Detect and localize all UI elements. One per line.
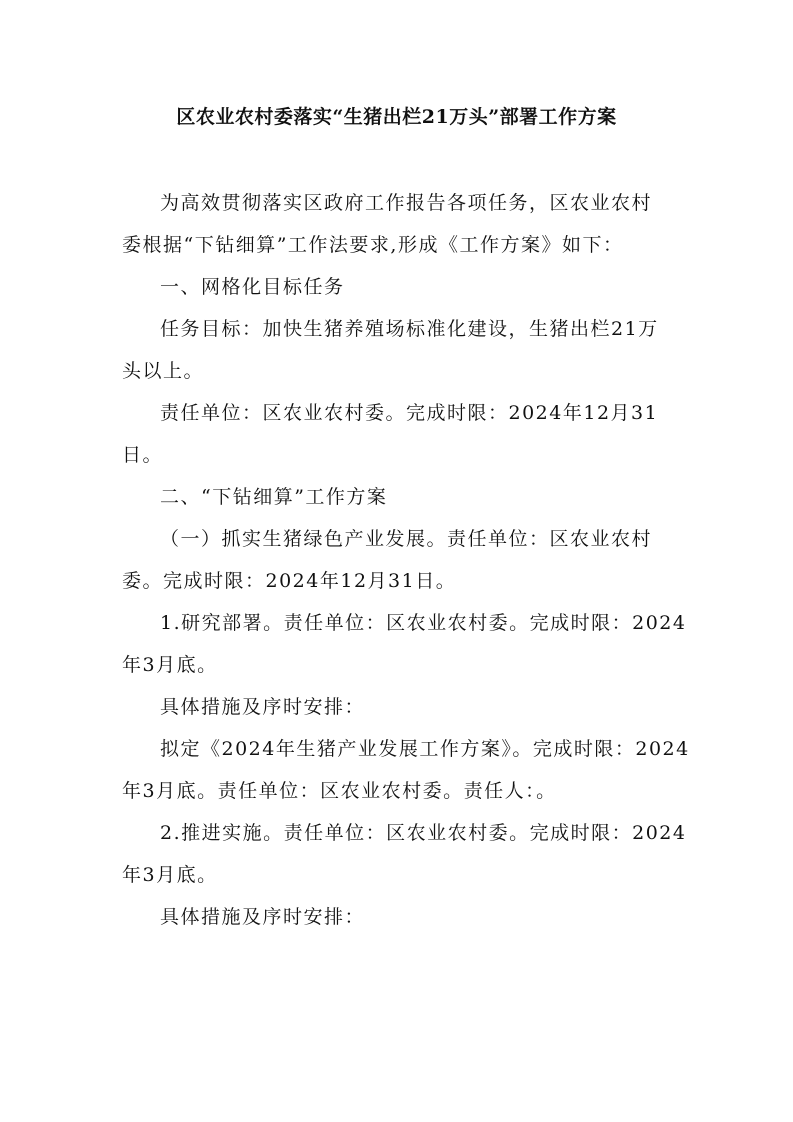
- body-line: 2.推进实施。责任单位：区农业农村委。完成时限：2024: [160, 822, 687, 844]
- body-line: 拟定《2024年生猪产业发展工作方案》。完成时限：2024: [160, 738, 690, 760]
- body-line: 任务目标：加快生猪养殖场标准化建设，生猪出栏21万: [160, 318, 659, 340]
- document-body: [122, 182, 690, 938]
- body-line: （一）抓实生猪绿色产业发展。责任单位：区农业农村: [160, 528, 653, 550]
- body-line: 日。: [122, 444, 164, 466]
- body-line: 为高效贯彻落实区政府工作报告各项任务，区农业农村: [160, 192, 653, 214]
- body-line: 委。完成时限：2024年12月31日。: [122, 570, 457, 592]
- body-line: 年3月底。: [122, 654, 218, 676]
- body-line: 年3月底。责任单位：区农业农村委。责任人：。: [122, 780, 557, 802]
- body-line: 具体措施及序时安排：: [160, 906, 366, 928]
- body-line: 一、网格化目标任务: [160, 276, 345, 298]
- body-line: 年3月底。: [122, 864, 218, 886]
- body-line: 具体措施及序时安排：: [160, 696, 366, 718]
- body-line: 委根据“下钻细算”工作法要求,形成《工作方案》如下：: [122, 234, 624, 256]
- body-line: 1.研究部署。责任单位：区农业农村委。完成时限：2024: [160, 612, 687, 634]
- body-line: 头以上。: [122, 360, 205, 382]
- body-line: 责任单位：区农业农村委。完成时限：2024年12月31: [160, 402, 659, 424]
- body-line: 二、“下钻细算”工作方案: [160, 486, 388, 508]
- document-title: 区农业农村委落实“生猪出栏21万头”部署工作方案: [176, 106, 617, 128]
